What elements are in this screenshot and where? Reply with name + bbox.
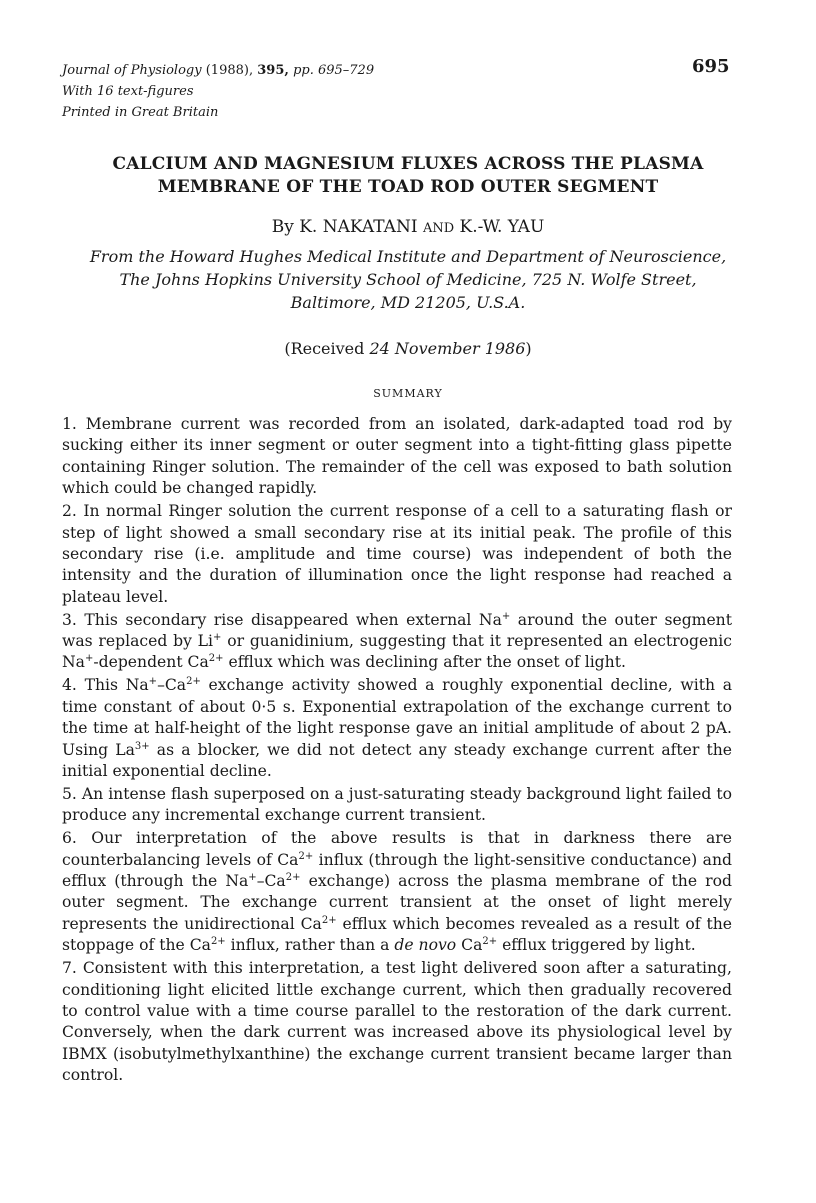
sup-two-plus: 2+ <box>186 676 201 688</box>
p3-part-e: efflux which was declining after the onset of light. <box>223 653 626 672</box>
journal-year: (1988), <box>205 63 254 78</box>
p3-part-c: or guanidinium, suggesting that it represented an electrogenic Na <box>62 632 733 672</box>
title-line-2: MEMBRANE OF THE TOAD ROD OUTER SEGMENT <box>157 177 659 197</box>
journal-volume: 395, <box>257 63 289 78</box>
figure-count: With 16 text-figures <box>62 84 194 99</box>
sup-plus: + <box>148 676 158 688</box>
printed-note: Printed in Great Britain <box>62 105 219 120</box>
summary-paragraph-3 <box>62 610 732 674</box>
and-word: AND <box>422 221 455 236</box>
author-nakatani: K. NAKATANI <box>299 217 418 237</box>
journal-header <box>62 60 374 123</box>
p6-part-h: Ca <box>456 936 483 955</box>
received-close: ) <box>525 339 532 358</box>
affiliation <box>0 245 816 314</box>
p6-de-novo: de novo <box>394 936 457 955</box>
sup-plus: + <box>213 632 222 644</box>
affiliation-line-1: From the Howard Hughes Medical Institute and Department of Neuroscience, <box>89 247 727 266</box>
by-word: By <box>271 217 294 237</box>
p6-part-e: efflux which becomes revealed as a result of the stoppage of the Ca <box>62 914 732 955</box>
sup-plus: + <box>248 872 257 884</box>
p6-part-i: efflux triggered by light. <box>497 936 696 955</box>
summary-paragraph-6 <box>62 828 732 956</box>
summary-paragraph-5: 5. An intense flash superposed on a just-saturating steady background light failed to produce any incremental exchange current transient. <box>62 784 732 825</box>
sup-two-plus: 2+ <box>208 653 224 665</box>
summary-paragraph-2: 2. In normal Ringer solution the current response of a cell to a saturating flash or step of light showed a small secondary rise at its initial peak. The profile of this secondary rise (i.e. amplitude and time course) was independent of both the intensity and the duration of illumination once the light response had reached a plateau level. <box>62 502 732 606</box>
sup-plus: + <box>501 610 511 622</box>
p4-part-a: 4. This Na <box>62 676 149 695</box>
p6-part-a: 6. Our interpretation of the above results is that in darkness there are counterbalancing levels of Ca <box>62 829 732 869</box>
affiliation-line-2: The Johns Hopkins University School of Medicine, 725 N. Wolfe Street, <box>119 270 697 289</box>
journal-pages: pp. 695–729 <box>293 63 375 78</box>
summary-paragraph-1: 1. Membrane current was recorded from an isolated, dark-adapted toad rod by sucking either its inner segment or outer segment into a tight-fitting glass pipette containing Ringer solution. The remainder of the cell was exposed to bath solution which could be changed rapidly. <box>62 415 732 498</box>
journal-name: Journal of Physiology <box>62 63 202 78</box>
summary-body <box>62 414 732 1088</box>
received-date <box>0 338 816 360</box>
sup-two-plus: 2+ <box>298 850 314 862</box>
p6-part-b: influx (through the light-sensitive conductance) and efflux (through the Na <box>62 850 732 891</box>
summary-heading: SUMMARY <box>373 387 443 400</box>
sup-two-plus: 2+ <box>285 872 301 884</box>
p4-part-b: –Ca <box>157 676 187 695</box>
citation-line <box>62 60 374 81</box>
p6-part-d: exchange) across the plasma membrane of the rod outer segment. The exchange current transient at the onset of light merely represents the unidirectional Ca <box>62 872 732 933</box>
author-line <box>0 215 816 241</box>
page-number: 695 <box>692 56 730 77</box>
p6-part-c: –Ca <box>256 872 286 891</box>
p3-part-b: around the outer segment was replaced by Li <box>62 610 732 651</box>
sup-two-plus: 2+ <box>321 914 337 926</box>
received-date-value: 24 November 1986 <box>369 339 526 358</box>
sup-plus: + <box>84 653 94 665</box>
p3-part-d: -dependent Ca <box>93 653 209 672</box>
received-open: (Received <box>284 339 365 358</box>
sup-two-plus: 2+ <box>210 936 226 948</box>
summary-paragraph-4 <box>62 675 732 782</box>
p4-part-c: exchange activity showed a roughly exponential decline, with a time constant of about 0·5 s. Exponential extrapolation of the exchange current to the time at half-height of the light response gave an initial amplitude of about 2 pA. Using La <box>62 676 733 759</box>
article-title <box>0 153 816 199</box>
title-line-1: CALCIUM AND MAGNESIUM FLUXES ACROSS THE PLASMA <box>112 154 704 174</box>
p4-part-d: as a blocker, we did not detect any steady exchange current after the initial exponential decline. <box>62 740 732 780</box>
p6-part-f: influx, rather than a <box>225 936 395 955</box>
p3-part-a: 3. This secondary rise disappeared when external Na <box>62 610 502 629</box>
sup-two-plus: 2+ <box>482 936 498 948</box>
sup-three-plus: 3+ <box>134 740 150 752</box>
affiliation-line-3: Baltimore, MD 21205, U.S.A. <box>290 293 526 312</box>
summary-paragraph-7: 7. Consistent with this interpretation, a test light delivered soon after a saturating, conditioning light elicited little exchange current, which then gradually recovered to control value with a time course parallel to the restoration of the dark current. Conversely, when the dark current was increased above its physiological level by IBMX (isobutylmethylxanthine) the exchange current transient became larger than control. <box>62 959 732 1085</box>
author-yau: K.-W. YAU <box>459 217 545 237</box>
